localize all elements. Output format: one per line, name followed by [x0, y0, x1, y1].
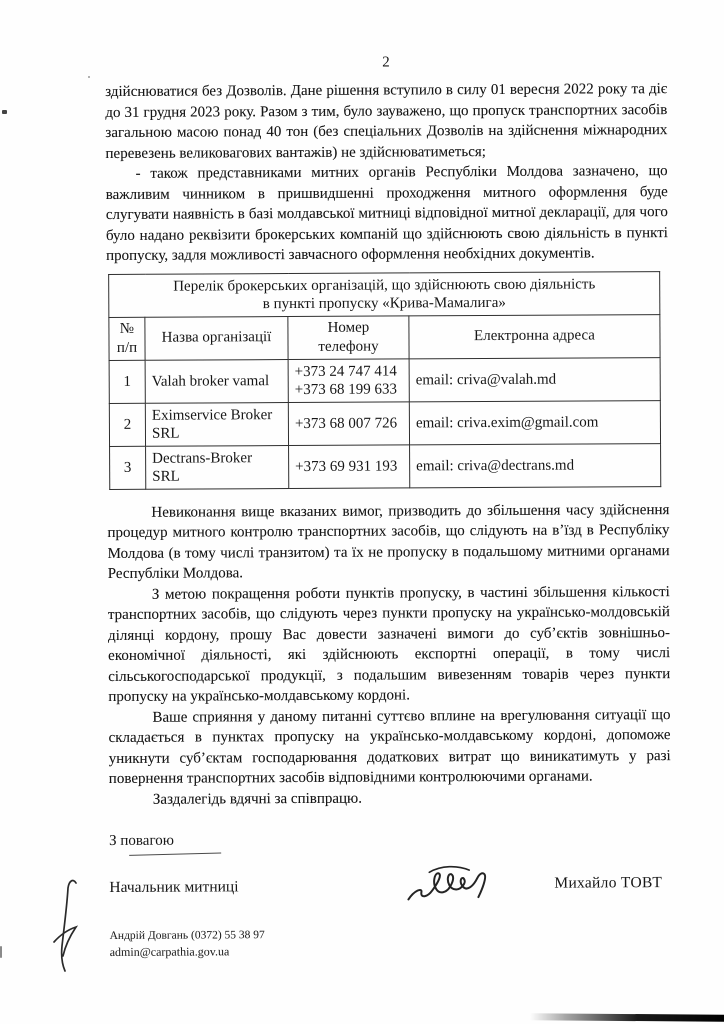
col-header-name: Назва організації [145, 316, 288, 360]
scan-speck [2, 110, 7, 114]
col-header-email: Електронна адреса [409, 314, 660, 358]
handwritten-signature-icon [401, 861, 501, 919]
col-header-num: № п/п [109, 317, 145, 360]
cell-num: 3 [110, 446, 146, 489]
cell-phone: +373 69 931 193 [289, 444, 410, 488]
cell-phone: +373 68 007 726 [288, 401, 409, 445]
cell-email: email: criva@dectrans.md [410, 443, 661, 487]
paragraph-2: - також представниками митних органів Республіки Молдова зазначено, що важливим чинником в пришвидшенні проходження митного оформлення буде слугувати наявність в базі молдавської митниці відповідної митної декларації, для чого було надано реквізити брокерських компаній що здійснюють свою діяльність в пункті пропуску, задля можливості завчасного оформлення необхідних документів. [105, 163, 668, 264]
table-title: Перелік брокерських організацій, що здійснюють свою діяльність в пункті пропуску «Крива-Мамалига» [109, 271, 660, 317]
scan-edge-artifact [530, 1013, 724, 1022]
signature-block [109, 866, 671, 917]
closing-regards: З повагою [109, 832, 174, 849]
paragraph-4: З метою покращення роботи пунктів пропуску, в частині збільшення кількості транспортних засобів, що слідують через пункти пропуску на українсько-молдовській ділянці кордону, прошу Вас довести зазначені вимоги до суб’єктів зовнішньо-економічної діяльності, які здійснюють експортні операції, в тому числі сільськогосподарської продукції, з подальшим вивезенням товарів через пункти пропуску на українсько-молдавському кордоні. [107, 583, 671, 705]
pen-mark-icon [42, 876, 92, 981]
footer-contact [110, 926, 672, 960]
page-number: 2 [382, 54, 390, 71]
contact-email: admin@carpathia.gov.ua [109, 943, 230, 959]
cell-name: Dectrans-Broker SRL [146, 445, 289, 489]
cell-num: 2 [109, 403, 145, 446]
table-row [109, 400, 660, 446]
cell-phone: +373 24 747 414 +373 68 199 633 [288, 358, 409, 402]
cell-name: Eximservice Broker SRL [145, 402, 288, 446]
brokers-table [108, 271, 661, 490]
paragraph-1: здійснюватися без Дозволів. Дане рішення вступило в силу 01 вересня 2022 року та діє до 31 грудня 2023 року. Разом з тим, було зауважено, що пропуск транспортних засобів загальною масою понад 40 тон (без спеціальних Дозволів на здійснення міжнародних перевезень великовагових вантажів) не здійснюватиметься; [105, 81, 668, 162]
cell-email: email: criva@valah.md [409, 357, 660, 401]
col-header-phone: Номер телефону [288, 315, 409, 359]
table-title-row [109, 271, 660, 317]
scan-speck [88, 76, 90, 78]
table-row [110, 443, 661, 489]
signer-position: Начальник митниці [109, 878, 239, 896]
regards-underline [129, 852, 221, 855]
contact-name-phone: Андрій Довгань (0372) 55 38 97 [109, 929, 265, 942]
scanned-content [105, 53, 672, 960]
table-row [109, 357, 660, 403]
table-header-row [109, 314, 660, 360]
paragraph-5: Ваше сприяння у даному питанні суттєво вплине на врегулювання ситуації що складається в пунктах пропуску на українсько-молдавському кордоні, допоможе уникнути суб’єктам господарювання додаткових витрат що виникатимуть у разі повернення транспортних засобів відповідними контролюючими органами. [108, 706, 671, 787]
paragraph-3: Невиконання вище вказаних вимог, призводить до збільшення часу здійснення процедур митного контролю транспортних засобів, що слідують на в’їзд в Республіку Молдова (в тому числі транзитом) та їх не пропуску в подальшому митними органами Республіки Молдова. [107, 501, 670, 582]
cell-num: 1 [109, 360, 145, 403]
scan-speck [0, 946, 2, 958]
signer-name: Михайло ТОВТ [554, 874, 663, 892]
cell-email: email: criva.exim@gmail.com [409, 400, 660, 444]
cell-name: Valah broker vamal [145, 359, 288, 403]
paragraph-6: Заздалегідь вдячні за співпрацю. [152, 790, 363, 808]
